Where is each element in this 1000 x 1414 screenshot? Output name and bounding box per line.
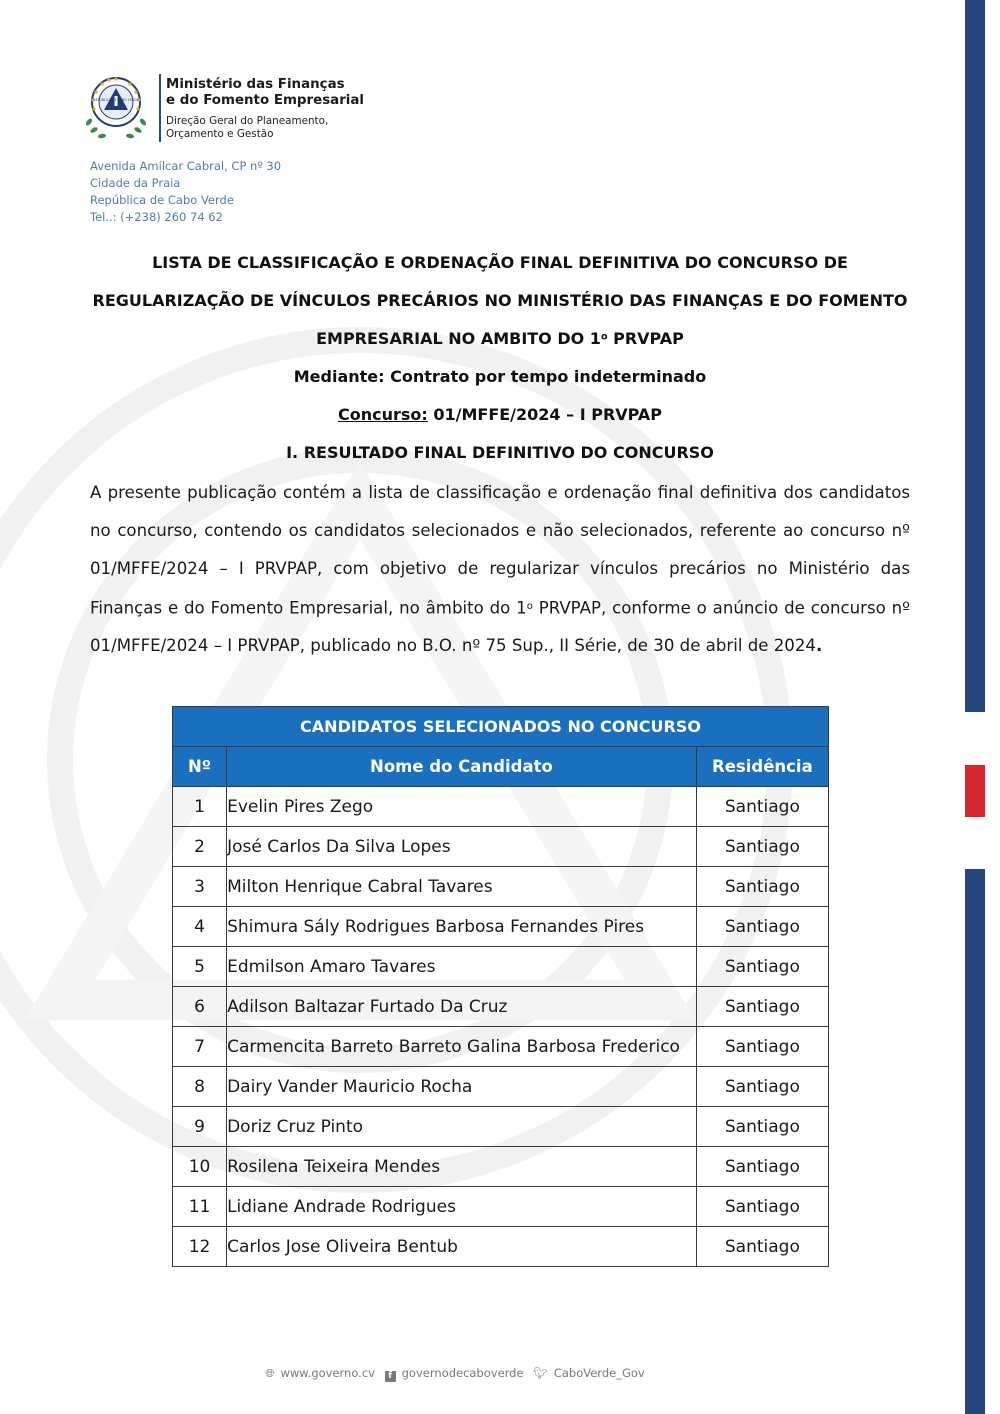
logo-divider (159, 74, 161, 142)
department-name: Direção Geral do Planeamento, Orçamento e Gestão (166, 115, 329, 140)
doc-title-line-3: EMPRESARIAL NO AMBITO DO 1$^o$ PRVPAP (316, 329, 684, 348)
table-row (173, 1027, 829, 1067)
row-number: 6 (173, 987, 227, 1027)
concurso-ref: Concurso: 01/MFFE/2024 – I PRVPAP (337, 405, 663, 424)
candidate-residence: Santiago (696, 867, 828, 907)
table-row (173, 1227, 829, 1267)
candidate-residence: Santiago (696, 827, 828, 867)
table-title: CANDIDATOS SELECIONADOS NO CONCURSO (173, 707, 829, 747)
website-link[interactable]: www.governo.cv (280, 1366, 375, 1380)
contract-type: Mediante: Contrato por tempo indeterminado (293, 367, 707, 386)
candidate-name: Carmencita Barreto Barreto Galina Barbosa Frederico (227, 1027, 697, 1067)
table-row (173, 1147, 829, 1187)
candidate-residence: Santiago (696, 1027, 828, 1067)
candidate-residence: Santiago (696, 987, 828, 1027)
table-row (173, 1107, 829, 1147)
address-line: Cidade da Praia (90, 176, 181, 190)
facebook-link[interactable]: governodecaboverde (401, 1366, 524, 1380)
facebook-icon: f (385, 1371, 396, 1382)
table-row (173, 867, 829, 907)
table-row (173, 787, 829, 827)
table-row (173, 1187, 829, 1227)
svg-text:REPÚBLICA DE CABO VERDE: REPÚBLICA DE CABO VERDE (93, 98, 139, 102)
row-number: 9 (173, 1107, 227, 1147)
candidate-name: Carlos Jose Oliveira Bentub (227, 1227, 697, 1267)
candidate-residence: Santiago (696, 1187, 828, 1227)
doc-title-line-1: LISTA DE CLASSIFICAÇÃO E ORDENAÇÃO FINAL DEFINITIVA DO CONCURSO DE (152, 253, 848, 272)
row-number: 12 (173, 1227, 227, 1267)
row-number: 5 (173, 947, 227, 987)
twitter-link[interactable]: CaboVerde_Gov (553, 1366, 645, 1380)
side-stripe-blue-bottom (965, 869, 985, 1414)
address-block (90, 158, 281, 226)
intro-paragraph: A presente publicação contém a lista de classificação e ordenação final definitiva dos candidatos no concurso, contendo os candidatos selecionados e não selecionados, referente ao concurso nº 01/MFFE/2024 – I PRVPAP, com objetivo de regularizar vínculos precários no Ministério das Finanças e do Fomento Empresarial, no âmbito do 1$^o$ PRVPAP, conforme o anúncio de concurso nº 01/MFFE/2024 – I PRVPAP, publicado no B.O. nº 75 Sup., II Série, de 30 de abril de 2024. (90, 483, 910, 656)
row-number: 11 (173, 1187, 227, 1227)
section-heading: I. RESULTADO FINAL DEFINITIVO DO CONCURSO (286, 443, 714, 462)
table-row (173, 1067, 829, 1107)
table-row (173, 947, 829, 987)
candidate-residence: Santiago (696, 1147, 828, 1187)
candidate-name: Edmilson Amaro Tavares (227, 947, 697, 987)
doc-title-line-2: REGULARIZAÇÃO DE VÍNCULOS PRECÁRIOS NO MINISTÉRIO DAS FINANÇAS E DO FOMENTO (92, 291, 908, 310)
candidate-residence: Santiago (696, 907, 828, 947)
column-header-residence: Residência (696, 747, 828, 787)
table-row (173, 987, 829, 1027)
row-number: 2 (173, 827, 227, 867)
side-stripe-blue-top (965, 0, 985, 712)
table-row (173, 907, 829, 947)
candidate-residence: Santiago (696, 1227, 828, 1267)
candidate-name: Lidiane Andrade Rodrigues (227, 1187, 697, 1227)
row-number: 7 (173, 1027, 227, 1067)
address-line: Avenida Amílcar Cabral, CP nº 30 (90, 159, 282, 173)
row-number: 8 (173, 1067, 227, 1107)
candidate-name: Dairy Vander Mauricio Rocha (227, 1067, 697, 1107)
row-number: 1 (173, 787, 227, 827)
row-number: 10 (173, 1147, 227, 1187)
selected-candidates-table (172, 706, 829, 1267)
row-number: 3 (173, 867, 227, 907)
candidate-name: Adilson Baltazar Furtado Da Cruz (227, 987, 697, 1027)
ministry-name: Ministério das Finanças e do Fomento Empresarial (166, 77, 365, 108)
row-number: 4 (173, 907, 227, 947)
candidate-residence: Santiago (696, 1067, 828, 1107)
address-phone: Tel..: (+238) 260 74 62 (90, 210, 223, 224)
candidate-name: José Carlos Da Silva Lopes (227, 827, 697, 867)
twitter-icon: 🐦︎ (533, 1366, 548, 1380)
side-stripe-red (965, 765, 985, 817)
candidate-name: Shimura Sály Rodrigues Barbosa Fernandes Pires (227, 907, 697, 947)
candidate-name: Doriz Cruz Pinto (227, 1107, 697, 1147)
candidate-name: Rosilena Teixeira Mendes (227, 1147, 697, 1187)
candidate-residence: Santiago (696, 787, 828, 827)
coat-of-arms-logo (80, 70, 152, 142)
candidate-residence: Santiago (696, 947, 828, 987)
column-header-number: Nº (173, 747, 227, 787)
table-row (173, 827, 829, 867)
column-header-name: Nome do Candidato (227, 747, 697, 787)
candidate-name: Milton Henrique Cabral Tavares (227, 867, 697, 907)
globe-icon: 🌐︎ (265, 1366, 275, 1380)
candidate-residence: Santiago (696, 1107, 828, 1147)
candidate-name: Evelin Pires Zego (227, 787, 697, 827)
footer-social (0, 1366, 910, 1382)
address-line: República de Cabo Verde (90, 193, 234, 207)
